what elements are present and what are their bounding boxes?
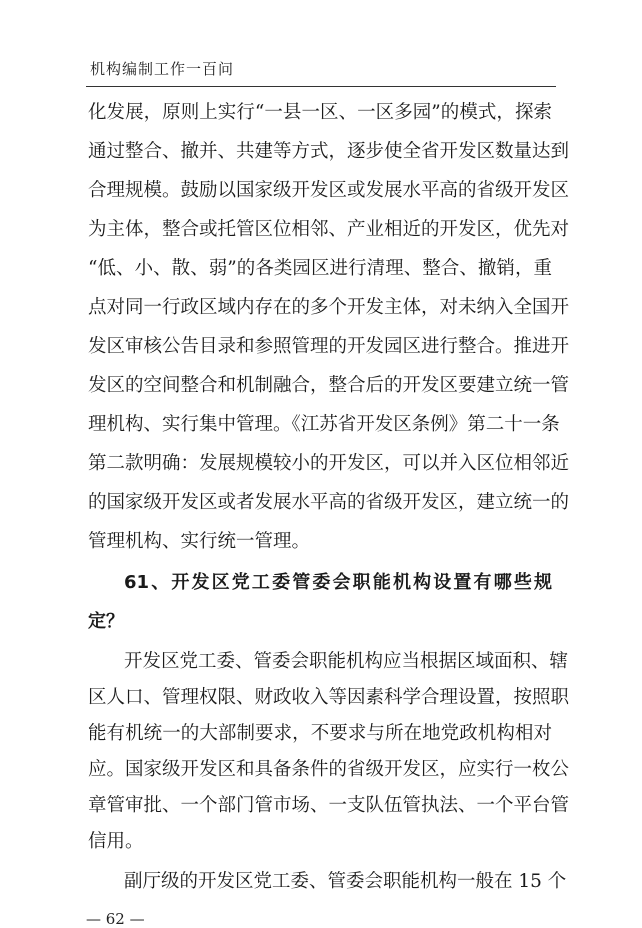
page-number: — 62 — xyxy=(86,910,145,928)
answer-line: 信用。 xyxy=(88,831,144,852)
question-heading-cont: 定？ xyxy=(88,611,124,632)
body-line: 理机构、实行集中管理。《江苏省开发区条例》第二十一条 xyxy=(88,414,560,435)
answer-line: 开发区党工委、管委会职能机构应当根据区域面积、辖 xyxy=(124,651,569,672)
body-line: “低、小、散、弱”的各类园区进行清理、整合、撤销，重 xyxy=(88,258,552,279)
body-line: 发区审核公告目录和参照管理的开发园区进行整合。推进开 xyxy=(88,336,570,357)
running-header: 机构编制工作一百问 xyxy=(90,60,235,78)
body-line: 的国家级开发区或者发展水平高的省级开发区，建立统一的 xyxy=(88,492,570,513)
answer-line: 章管审批、一个部门管市场、一支队伍管执法、一个平台管 xyxy=(88,795,570,816)
body-line: 合理规模。鼓励以国家级开发区或发展水平高的省级开发区 xyxy=(88,180,570,201)
answer-line: 应。国家级开发区和具备条件的省级开发区，应实行一枚公 xyxy=(88,759,570,780)
body-line-final: 副厅级的开发区党工委、管委会职能机构一般在 15 个 xyxy=(124,871,567,892)
answer-line: 区人口、管理权限、财政收入等因素科学合理设置，按照职 xyxy=(88,687,570,708)
body-line: 点对同一行政区域内存在的多个开发主体，对未纳入全国开 xyxy=(88,297,570,318)
answer-line: 能有机统一的大部制要求，不要求与所在地党政机构相对 xyxy=(88,723,552,744)
body-line: 管理机构、实行统一管理。 xyxy=(88,531,311,552)
question-heading: 61、开发区党工委管委会职能机构设置有哪些规 xyxy=(124,572,552,593)
body-line: 第二款明确：发展规模较小的开发区，可以并入区位相邻近 xyxy=(88,453,570,474)
body-line: 为主体，整合或托管区位相邻、产业相近的开发区，优先对 xyxy=(88,219,570,240)
body-line: 化发展，原则上实行“一县一区、一区多园”的模式，探索 xyxy=(88,102,552,123)
header-rule xyxy=(86,86,556,87)
body-line: 通过整合、撤并、共建等方式，逐步使全省开发区数量达到 xyxy=(88,141,570,162)
body-line: 发区的空间整合和机制融合，整合后的开发区要建立统一管 xyxy=(88,375,570,396)
